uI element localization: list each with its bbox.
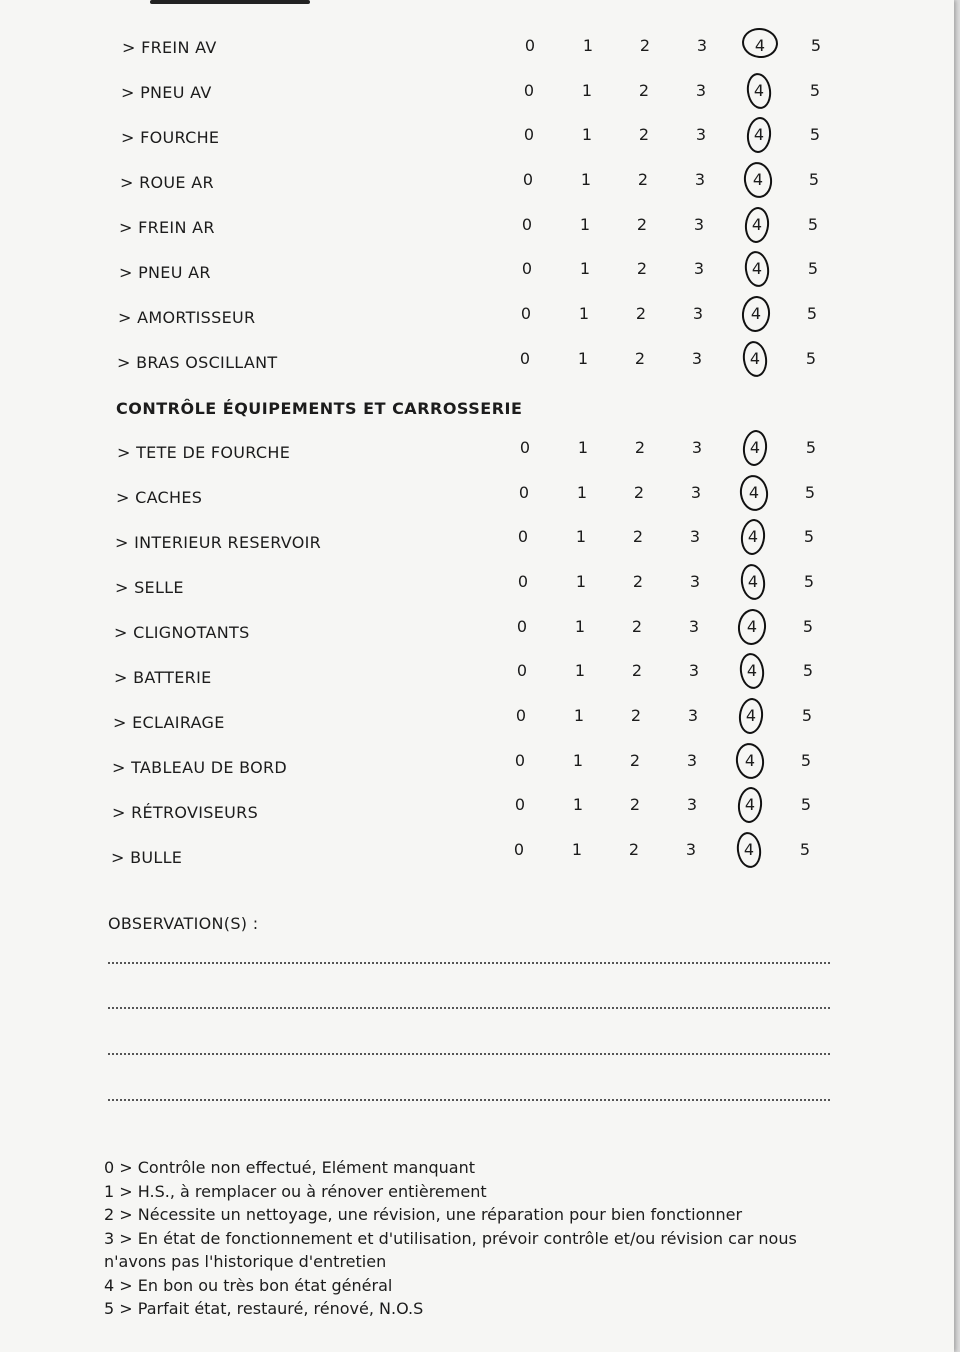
legend-line: n'avons pas l'historique d'entretien (104, 1252, 387, 1271)
item-label: > TABLEAU DE BORD (112, 758, 288, 777)
handwritten-circle-mark (741, 429, 769, 467)
score-option[interactable]: 0 (518, 483, 530, 502)
observations-label: OBSERVATION(S) : (108, 914, 259, 933)
score-option[interactable]: 0 (514, 751, 526, 770)
inspection-row (0, 527, 954, 577)
observation-line[interactable] (108, 1007, 830, 1009)
item-label: > CLIGNOTANTS (114, 623, 250, 642)
item-label: > FREIN AV (122, 38, 217, 57)
item-label: > FREIN AR (119, 218, 215, 237)
score-option[interactable]: 4 (744, 751, 756, 770)
score-option[interactable]: 4 (747, 527, 759, 546)
score-option[interactable]: 1 (577, 349, 589, 368)
score-option[interactable]: 1 (571, 840, 583, 859)
item-label: > BULLE (111, 848, 183, 867)
score-option[interactable]: 3 (689, 572, 701, 591)
score-option[interactable]: 4 (753, 125, 765, 144)
handwritten-circle-mark (741, 26, 780, 60)
score-option[interactable]: 2 (632, 572, 644, 591)
score-option[interactable]: 3 (686, 751, 698, 770)
inspection-row (0, 572, 954, 622)
score-option[interactable]: 3 (696, 36, 708, 55)
inspection-row (0, 259, 954, 307)
score-option[interactable]: 3 (685, 840, 697, 859)
score-option[interactable]: 2 (629, 795, 641, 814)
inspection-row (0, 215, 954, 262)
score-option[interactable]: 0 (520, 304, 532, 323)
score-option[interactable]: 1 (578, 304, 590, 323)
item-label: > PNEU AV (121, 83, 212, 102)
score-option[interactable]: 1 (579, 215, 591, 234)
score-option[interactable]: 2 (631, 661, 643, 680)
score-option[interactable]: 3 (693, 215, 705, 234)
item-label: > RÉTROVISEURS (112, 803, 259, 822)
score-option[interactable]: 1 (572, 795, 584, 814)
score-option[interactable]: 3 (690, 483, 702, 502)
score-option[interactable]: 1 (576, 483, 588, 502)
score-option[interactable]: 2 (636, 259, 648, 278)
legend-line: 4 > En bon ou très bon état général (104, 1275, 393, 1295)
score-option[interactable]: 4 (749, 349, 761, 368)
score-option[interactable]: 0 (515, 706, 527, 725)
observation-line[interactable] (108, 1099, 830, 1101)
score-option[interactable]: 5 (803, 527, 815, 546)
score-option[interactable]: 2 (639, 36, 651, 55)
score-option[interactable]: 4 (748, 483, 760, 502)
score-option[interactable]: 4 (750, 304, 762, 323)
score-option[interactable]: 1 (573, 706, 585, 725)
item-label: > ROUE AR (120, 173, 214, 192)
score-option[interactable]: 5 (804, 483, 816, 502)
score-option[interactable]: 0 (521, 259, 533, 278)
score-option[interactable]: 3 (695, 125, 707, 144)
score-option[interactable]: 3 (694, 170, 706, 189)
score-option[interactable]: 5 (806, 304, 818, 323)
score-option[interactable]: 1 (580, 170, 592, 189)
score-option[interactable]: 1 (575, 527, 587, 546)
score-option[interactable]: 2 (633, 483, 645, 502)
inspection-row (0, 125, 954, 172)
inspection-row (0, 304, 954, 352)
score-option[interactable]: 5 (807, 259, 819, 278)
item-label: > ECLAIRAGE (113, 713, 225, 732)
score-option[interactable]: 0 (519, 438, 531, 457)
score-option[interactable]: 2 (632, 527, 644, 546)
item-label: > BRAS OSCILLANT (117, 353, 278, 372)
item-label: > FOURCHE (121, 128, 220, 147)
score-option[interactable]: 5 (799, 840, 811, 859)
score-option[interactable]: 1 (582, 36, 594, 55)
score-option[interactable]: 2 (638, 81, 650, 100)
item-label: > CACHES (116, 488, 203, 507)
score-option[interactable]: 3 (688, 661, 700, 680)
score-option[interactable]: 2 (635, 304, 647, 323)
score-option[interactable]: 4 (746, 617, 758, 636)
score-option[interactable]: 0 (513, 840, 525, 859)
legend-line: 3 > En état de fonctionnement et d'utilisation, prévoir contrôle et/ou révision car nous (104, 1228, 797, 1248)
top-cut-text-fragment (150, 0, 310, 4)
observation-line[interactable] (108, 962, 830, 964)
score-option[interactable]: 3 (691, 438, 703, 457)
legend-line: 1 > H.S., à remplacer ou à rénover entièrement (104, 1181, 487, 1201)
score-option[interactable]: 4 (743, 840, 755, 859)
inspection-row (0, 438, 954, 487)
inspection-row (0, 170, 954, 217)
rating-legend (104, 1156, 864, 1321)
score-option[interactable]: 5 (801, 706, 813, 725)
score-option[interactable]: 4 (745, 706, 757, 725)
item-label: > TETE DE FOURCHE (117, 443, 291, 462)
score-option[interactable]: 3 (687, 706, 699, 725)
legend-line: 0 > Contrôle non effectué, Elément manquant (104, 1158, 475, 1177)
score-option[interactable]: 0 (517, 527, 529, 546)
inspection-row (0, 483, 954, 532)
score-option[interactable]: 5 (805, 349, 817, 368)
item-label: > PNEU AR (119, 263, 211, 282)
score-option[interactable]: 4 (753, 81, 765, 100)
score-option[interactable]: 0 (516, 617, 528, 636)
item-label: > AMORTISSEUR (118, 308, 256, 327)
score-option[interactable]: 5 (809, 125, 821, 144)
item-label: > BATTERIE (114, 668, 212, 687)
score-option[interactable]: 2 (630, 706, 642, 725)
score-option[interactable]: 5 (810, 36, 822, 55)
score-option[interactable]: 3 (693, 259, 705, 278)
score-option[interactable]: 3 (695, 81, 707, 100)
score-option[interactable]: 4 (749, 438, 761, 457)
score-option[interactable]: 1 (574, 617, 586, 636)
score-option[interactable]: 2 (634, 438, 646, 457)
score-option[interactable]: 4 (746, 661, 758, 680)
score-option[interactable]: 5 (807, 215, 819, 234)
score-option[interactable]: 1 (572, 751, 584, 770)
score-option[interactable]: 5 (802, 617, 814, 636)
score-option[interactable]: 0 (524, 36, 536, 55)
score-option[interactable]: 4 (747, 572, 759, 591)
score-option[interactable]: 2 (638, 125, 650, 144)
score-option[interactable]: 5 (809, 81, 821, 100)
score-option[interactable]: 4 (751, 259, 763, 278)
score-option[interactable]: 1 (577, 438, 589, 457)
score-option[interactable]: 5 (808, 170, 820, 189)
score-option[interactable]: 1 (574, 661, 586, 680)
score-option[interactable]: 4 (752, 170, 764, 189)
legend-line: 2 > Nécessite un nettoyage, une révision, une réparation pour bien fonctionner (104, 1205, 743, 1224)
score-option[interactable]: 5 (805, 438, 817, 457)
observation-line[interactable] (108, 1053, 830, 1055)
score-option[interactable]: 2 (628, 840, 640, 859)
score-option[interactable]: 1 (581, 81, 593, 100)
score-option[interactable]: 0 (521, 215, 533, 234)
item-label: > INTERIEUR RESERVOIR (115, 533, 322, 552)
item-label: > SELLE (115, 578, 184, 597)
inspection-row (0, 349, 954, 397)
section-title: CONTRÔLE ÉQUIPEMENTS ET CARROSSERIE (116, 399, 523, 418)
score-option[interactable]: 0 (516, 661, 528, 680)
score-option[interactable]: 2 (637, 170, 649, 189)
score-option[interactable]: 0 (517, 572, 529, 591)
score-option[interactable]: 4 (744, 795, 756, 814)
score-option[interactable]: 1 (579, 259, 591, 278)
score-option[interactable]: 5 (803, 572, 815, 591)
score-option[interactable]: 4 (754, 36, 766, 55)
score-option[interactable]: 0 (514, 795, 526, 814)
score-option[interactable]: 1 (575, 572, 587, 591)
score-option[interactable]: 3 (688, 617, 700, 636)
score-option[interactable]: 5 (800, 795, 812, 814)
score-option[interactable]: 2 (634, 349, 646, 368)
score-option[interactable]: 2 (629, 751, 641, 770)
score-option[interactable]: 3 (686, 795, 698, 814)
score-option[interactable]: 3 (691, 349, 703, 368)
score-option[interactable]: 4 (751, 215, 763, 234)
score-option[interactable]: 0 (522, 170, 534, 189)
inspection-row (0, 840, 954, 892)
score-option[interactable]: 1 (581, 125, 593, 144)
inspection-row (0, 83, 954, 127)
score-option[interactable]: 0 (523, 125, 535, 144)
score-option[interactable]: 0 (519, 349, 531, 368)
legend-line: 5 > Parfait état, restauré, rénové, N.O.S (104, 1299, 424, 1318)
score-option[interactable]: 5 (802, 661, 814, 680)
score-option[interactable]: 2 (636, 215, 648, 234)
inspection-row (0, 38, 954, 82)
score-option[interactable]: 0 (523, 81, 535, 100)
score-option[interactable]: 3 (689, 527, 701, 546)
score-option[interactable]: 5 (800, 751, 812, 770)
score-option[interactable]: 3 (692, 304, 704, 323)
score-option[interactable]: 2 (631, 617, 643, 636)
